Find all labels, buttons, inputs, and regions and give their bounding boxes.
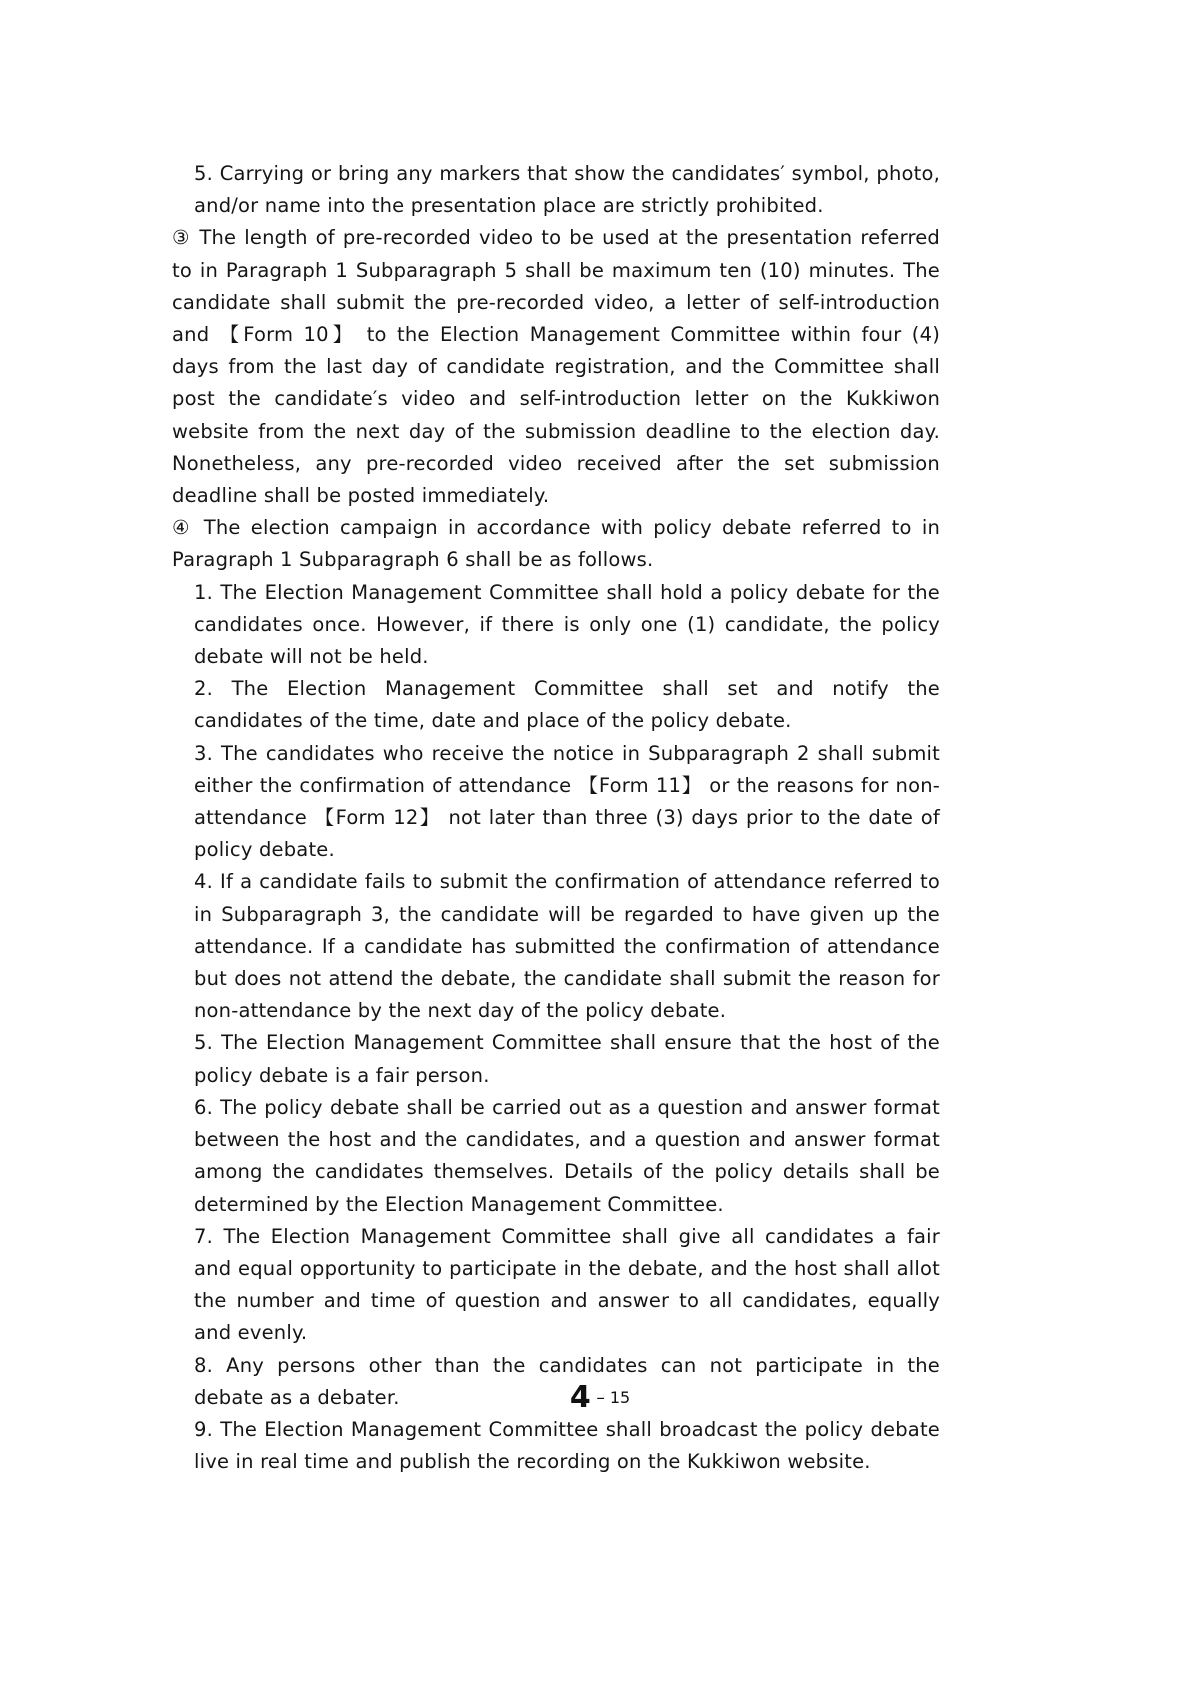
page-number-separator: – [596, 1387, 605, 1408]
paragraph-item-1-hold-debate: 1. The Election Management Committee shall hold a policy debate for the candidates once. However, if there is only one (1) candidate, the policy debate will not be held. [194, 580, 940, 669]
paragraph-clause-4: ④ The election campaign in accordance with policy debate referred to in Paragraph 1 Subparagraph 6 shall be as follows. [172, 516, 940, 572]
paragraph-item-5-markers: 5. Carrying or bring any markers that show the candidates′ symbol, photo, and/or name into the presentation place are strictly prohibited. [194, 162, 940, 218]
paragraph-item-6-qa-format: 6. The policy debate shall be carried out as a question and answer format between the host and the candidates, and a question and answer format among the candidates themselves. Details of the policy details shall be determined by the Election Management Committee. [194, 1095, 940, 1216]
paragraph-clause-3: ③ The length of pre-recorded video to be used at the presentation referred to in Paragraph 1 Subparagraph 5 shall be maximum ten (10) minutes. The candidate shall submit the pre-recorded video, a letter of self-introduction and 【Form 10】 to the Election Management Committee within four (4) days from the last day of candidate registration, and the Committee shall post the candidate′s video and self-introduction letter on the Kukkiwon website from the next day of the submission deadline to the election day. Nonetheless, any pre-recorded video received after the set submission deadline shall be posted immediately. [172, 226, 940, 508]
page-number-main: 4 [569, 1380, 592, 1415]
paragraph-item-2-notify: 2. The Election Management Committee shall set and notify the candidates of the time, date and place of the policy debate. [194, 677, 940, 733]
paragraph-item-3-confirmation: 3. The candidates who receive the notice in Subparagraph 2 shall submit either the confirmation of attendance 【Form 11】 or the reasons for non-attendance 【Form 12】 not later than three (3) days prior to the date of policy debate. [194, 741, 940, 862]
paragraph-item-7-fair-equal: 7. The Election Management Committee shall give all candidates a fair and equal opportunity to participate in the debate, and the host shall allot the number and time of question and answer to all candidates, equally and evenly. [194, 1224, 940, 1345]
paragraph-item-9-broadcast: 9. The Election Management Committee shall broadcast the policy debate live in real time and publish the recording on the Kukkiwon website. [194, 1417, 940, 1474]
paragraph-item-8-other-persons: 8. Any persons other than the candidates can not participate in the debate as a debater. [194, 1353, 940, 1409]
paragraph-item-5-fair-host: 5. The Election Management Committee shall ensure that the host of the policy debate is a fair person. [194, 1031, 940, 1087]
page-number-sub: 15 [609, 1388, 631, 1407]
paragraph-item-4-fails-submit: 4. If a candidate fails to submit the confirmation of attendance referred to in Subparagraph 3, the candidate will be regarded to have given up the attendance. If a candidate has submitted the confirmation of attendance but does not attend the debate, the candidate shall submit the reason for non-attendance by the next day of the policy debate. [194, 870, 940, 1023]
page-footer [0, 1380, 1200, 1415]
document-body [172, 158, 940, 1478]
